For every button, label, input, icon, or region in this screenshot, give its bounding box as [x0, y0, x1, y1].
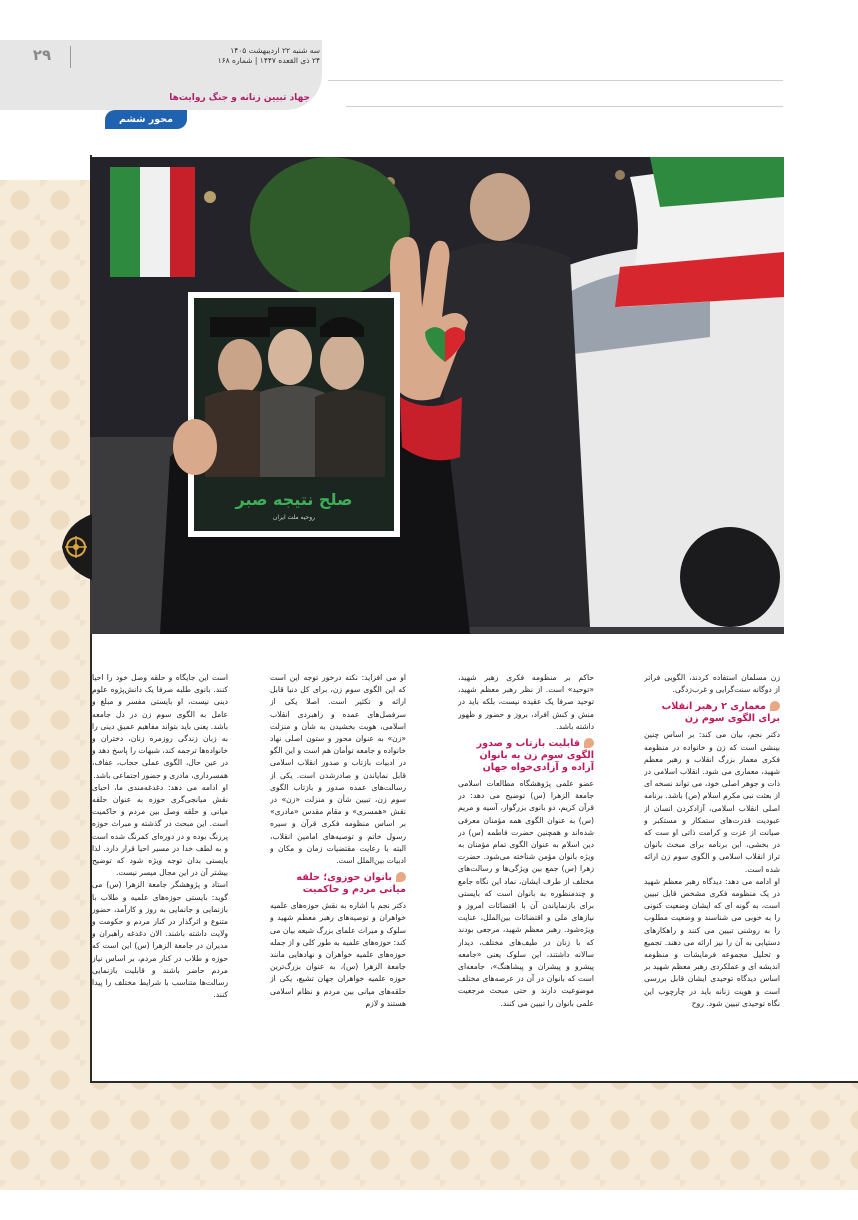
subheading-text: معماری ۲ رهبر انقلاب برای الگوی سوم زن: [661, 701, 780, 725]
header-rule: [328, 80, 783, 81]
subheading: [644, 701, 780, 725]
paragraph: عضو علمی پژوهشگاه مطالعات اسلامی جامعة الزهرا (س) توضیح می دهد: در قرآن کریم، دو بانوی بزرگوار، آسیه و مریم (س) به عنوان الگوی همه مؤمنان معرفی شده‌اند و همچنین حضرت فاطمه (س) در دین اسلام به عنوان الگوی تمام مؤمنان به ویژه بانوان مؤمن شناخته می‌شود. حضرت زهرا (س) جمع بین ویژگی‌ها و رسالت‌های مختلف از طرف ایشان، نماد این نگاه جامع و چندمنظوره به بانوان است که بایستی برای بازنمایاندن آن با اقتضائات امروز و نیازهای ملی و اقتضائات بین‌الملل، عنایت ویژه‌شود. رهبر معظم شهید، مرجعی بودند که با زنان در طیف‌های مختلف، دیدار سالانه داشتند، این سلوک یعنی «جامعه پیشرو و پیشران و پیشاهنگ»، جامعه‌ای است که بانوان در آن در عرصه‌های مختلف موضوعیت دارند و حتی مبحث مرجعیت علمی بانوان را تبیین می کنند.: [458, 779, 594, 1008]
page-number: ۲۹: [32, 46, 52, 64]
article-column-2: [458, 672, 594, 1062]
article-column-1: [644, 672, 780, 1062]
paragraph: دکتر نجم با اشاره به نقش حوزه‌های علمیه خواهران و توصیه‌های رهبر معظم شهید و سلوک و میراث علمای بزرگ شیعه بیان می کند: حوزه‌های علمیه به طور کلی و از جمله حوزه‌های علمیه خواهران و نهادهایی مانند جامعة الزهرا (س)، به عنوان بزرگ‌ترین حوزه علمیه خواهران جهان تشیع، یکی از حلقه‌های میانی بین مردم و نظام اسلامی هستند و لازم: [270, 901, 406, 1008]
issue-number: ۲۴ ذی القعده ۱۴۴۷ | شماره ۱۶۸: [217, 56, 320, 65]
paragraph: او ادامه می دهد: دغدغه‌مندی ما، احیای نقش میانجی‌گری حوزه به عنوان حلقه میانی و حلقه وصل بین مردم و حاکمیت است. این مبحث در گذشته و میراث حوزه پررنگ بوده و در دوره‌ای کمرنگ شده است و به لطف خدا در مسیر احیا قرار دارد. لذا بایستی بدان توجه ویژه شود که توضیح بیشتر آن در این مجال میسر نیست.: [92, 782, 228, 878]
paragraph: زن مسلمان استفاده کردند، الگویی فراتر از دوگانه سنت‌گرایی و غرب‌زدگی.: [644, 673, 780, 695]
paragraph: او می افزاید: نکته درخور توجه این است که این الگوی سوم زن، برای کل دنیا قابل ارائه و تکثیر است. اصلا یکی از سرفصل‌های عمده و راهبردی انقلاب اسلامی، هویت بخشیدن به شأن و منزلت «زن» به عنوان محور و ستون اصلی نهاد خانواده و جامعه توأمان هم است و این الگو در ادبیات بازتاب و صدور انقلاب اسلامی قابل نمایاندن و صادرشدن است. یکی از رسالت‌های عمده صدور و بازتاب الگوی سوم زن، تبیین شأن و منزلت «زن» در نقش «همسری» و مقام مقدس «مادری» بر اساس منظومه فکری قرآن و سیره رسول خاتم و توصیه‌های امامین انقلاب، البته با رعایت مقتضیات زمان و مکان و ادبیات بین‌الملل است.: [270, 673, 406, 866]
paragraph: استاد و پژوهشگر جامعة الزهرا (س) می گوید: بایستی حوزه‌های علمیه و طلاب با بازنمایی و جانمایی به روز و کارآمد، حضور متنوع و اثرگذار در کنار مردم و حکومت و ولایت داشته باشند. الان دغدغه راهبران و مدیران در جامعة الزهرا (س) این است که حوزه و طلاب در کنار مردم، بر اساس نیاز مردم حاضر باشند و قابلیت بازنمایی رسالت‌ها متناسب با شرایط مختلف را پیدا کنند.: [92, 880, 228, 1000]
issue-date: سه شنبه ۲۲ اردیبهشت ۱۴۰۵: [230, 46, 320, 55]
paragraph: است این جایگاه و حلقه وصل خود را احیا کنند. بانوی طلبه صرفا یک دانش‌پژوه علوم دینی نیست، او بایستی مفسر و مبلغ و عامل به الگوی سوم زن در دل جامعه باشد. یعنی باید بتواند مفاهیم عمیق دینی را به زبان زندگی روزمره زنان، دختران و خانواده‌ها ترجمه کند، شبهات را پاسخ دهد و در عین حال، الگوی عملی حجاب، عفاف، همسرداری، مادری و حضور اجتماعی باشد.: [92, 673, 228, 780]
leaf-icon: [396, 872, 406, 882]
poster-tagline: روحیه ملت ایران: [272, 514, 316, 521]
leaf-icon: [584, 738, 594, 748]
header-divider: [70, 46, 71, 68]
article-column-3: [270, 672, 406, 1062]
poster-caption: صلح نتیجه صبر: [235, 490, 353, 509]
subheading: [458, 738, 594, 774]
paragraph: او ادامه می دهد: دیدگاه رهبر معظم شهید در یک منظومه فکری مشخص قابل تبیین است، به گونه ای که ایشان وضعیت کنونی را به خوبی می شناسند و وضعیت مطلوب را به روشنی تبیین می کنند و راهکارهای دستیابی به آن را نیز ارائه می دهند. تجمیع و تحلیل مجموعه فرمایشات و منظومه اندیشه ای و عملکردی رهبر معظم شهید بر اساس دیدگاه توحیدی ایشان قابل بررسی است و هویت زنانه باید در چارچوب این نگاه توحیدی تبیین شود. روح: [644, 876, 780, 1008]
section-title: جهاد تبیین زنانه و جنگ روایت‌ها: [169, 93, 310, 103]
rally-photo-illustration: [90, 157, 784, 634]
subheading-text: قابلیت بازتاب و صدور الگوی سوم زن به بانوان آزاده و آزادی‌خواه جهان: [476, 738, 594, 774]
paragraph: دکتر نجم، بیان می کند: بر اساس چنین بینشی است که زن و خانواده در منظومه فکری معمار بزرگ انقلاب و رهبر معظم شهید، معماری می شود. انقلاب اسلامی در ذات و جوهر اصلی خود، می تواند نسخه ای از بعثت نبی مکرم اسلام (ص) باشد. برنامه اصلی انقلاب اسلامی، آزادکردن انسان از عبودیت قدرت‌های ستمکار و مستکبر و صیانت از عزت و کرامت ذاتی او ست که در بخشی، این برنامه برای مبحث بانوان تراز انقلاب اسلامی و الگوی سوم زن ارائه شده است.: [644, 730, 780, 874]
subheading: [270, 872, 406, 896]
header-rule-secondary: [346, 106, 783, 107]
axis-badge: محور ششم: [105, 110, 187, 129]
article-column-4: [92, 672, 228, 1062]
leaf-icon: [770, 701, 780, 711]
rally-photo: [90, 157, 784, 634]
flower-ornament-icon: [56, 514, 92, 580]
subheading-text: بانوان حوزوی؛ حلقه میانی مردم و حاکمیت: [296, 872, 406, 896]
paragraph: حاکم بر منظومه فکری رهبر شهید، «توحید» است. از نظر رهبر معظم شهید، توحید صرفا یک عقیده نیست، بلکه باید در منش و کنش افراد، بروز و حضور و ظهور داشته باشد.: [458, 673, 594, 731]
